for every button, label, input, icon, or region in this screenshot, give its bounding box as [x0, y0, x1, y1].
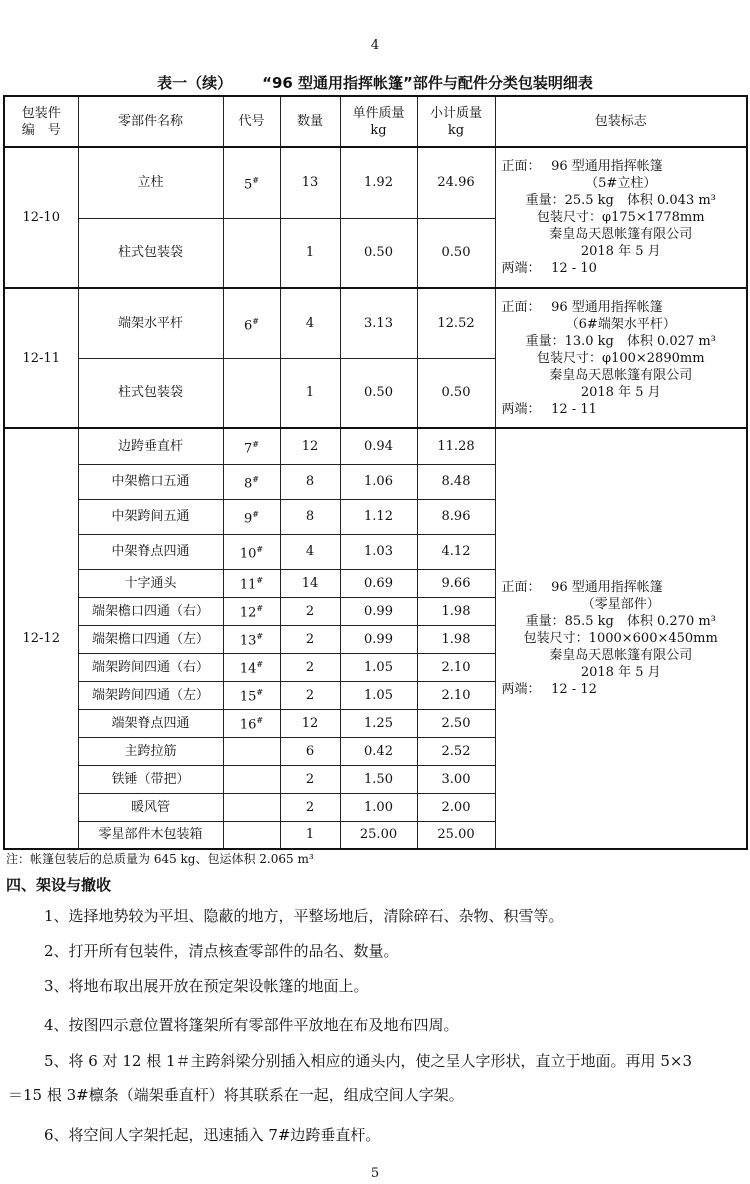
code-superscript: # [256, 544, 264, 554]
quantity-cell: 2 [280, 681, 340, 709]
subtotal-mass-cell: 2.10 [417, 653, 495, 681]
package-mark-line: 正面： 96 型通用指挥帐篷 [501, 299, 663, 315]
package-mark-cell [495, 428, 747, 849]
part-name-cell: 暖风管 [78, 793, 223, 821]
table-row [4, 428, 747, 464]
part-name-cell: 端架跨间四通（右） [78, 653, 223, 681]
part-name-cell: 端架脊点四通 [78, 709, 223, 737]
code-cell: 14# [223, 653, 280, 681]
code-superscript: # [252, 439, 259, 449]
unit-mass-cell: 1.05 [340, 681, 417, 709]
package-mark-line: 两端： 12 - 10 [501, 261, 597, 276]
part-name-cell: 端架檐口四通（右） [78, 597, 223, 625]
paragraph-2: 2、打开所有包装件，清点核查零部件的品名、数量。 [44, 942, 399, 960]
quantity-cell: 1 [280, 358, 340, 428]
quantity-cell: 8 [280, 464, 340, 499]
unit-mass-cell: 0.99 [340, 597, 417, 625]
code-cell [223, 765, 280, 793]
subtotal-mass-cell: 8.96 [417, 499, 495, 534]
paragraph-3: 3、将地布取出展开放在预定架设帐篷的地面上。 [44, 977, 369, 995]
code-superscript: # [252, 474, 259, 484]
package-mark-line: 包装尺寸：φ175×1778mm [536, 210, 705, 225]
package-mark-line: 正面： 96 型通用指挥帐篷 [501, 159, 663, 174]
part-name-cell: 中架脊点四通 [78, 534, 223, 569]
code-cell: 11# [223, 569, 280, 597]
code-cell [223, 358, 280, 428]
quantity-cell: 2 [280, 597, 340, 625]
header-quantity: 数量 [280, 96, 340, 147]
part-name-cell: 零星部件木包装箱 [78, 821, 223, 849]
part-name-cell: 铁锤（带把） [78, 765, 223, 793]
quantity-cell: 4 [280, 534, 340, 569]
subtotal-mass-cell: 4.12 [417, 534, 495, 569]
package-mark-line: （零星部件） [581, 597, 660, 612]
unit-mass-cell: 0.94 [340, 428, 417, 464]
package-mark-cell [495, 288, 747, 428]
unit-mass-cell: 0.99 [340, 625, 417, 653]
subtotal-mass-cell: 2.50 [417, 709, 495, 737]
subtotal-mass-cell: 8.48 [417, 464, 495, 499]
table-title-prefix: 表一（续） [157, 74, 233, 92]
quantity-cell: 4 [280, 288, 340, 358]
table-body [4, 147, 747, 849]
packing-list-table [3, 95, 748, 850]
subtotal-mass-cell: 2.10 [417, 681, 495, 709]
quantity-cell: 2 [280, 653, 340, 681]
package-number-cell: 12-10 [4, 147, 78, 288]
code-cell [223, 737, 280, 765]
quantity-cell: 12 [280, 428, 340, 464]
part-name-cell: 柱式包装袋 [78, 218, 223, 288]
unit-mass-cell: 1.00 [340, 793, 417, 821]
subtotal-mass-cell: 2.52 [417, 737, 495, 765]
code-cell: 13# [223, 625, 280, 653]
subtotal-mass-cell: 0.50 [417, 358, 495, 428]
code-cell: 5# [223, 147, 280, 218]
part-name-cell: 边跨垂直杆 [78, 428, 223, 464]
part-name-cell: 中架跨间五通 [78, 499, 223, 534]
quantity-cell: 8 [280, 499, 340, 534]
unit-mass-cell: 0.69 [340, 569, 417, 597]
code-cell: 9# [223, 499, 280, 534]
part-name-cell: 端架跨间四通（左） [78, 681, 223, 709]
part-name-cell: 中架檐口五通 [78, 464, 223, 499]
package-mark-line: （6#端架水平杆） [565, 316, 676, 332]
quantity-cell: 2 [280, 765, 340, 793]
part-name-cell: 端架水平杆 [78, 288, 223, 358]
unit-mass-cell: 0.50 [340, 358, 417, 428]
table-header-row [4, 96, 747, 147]
package-number-cell: 12-12 [4, 428, 78, 849]
unit-mass-cell: 1.12 [340, 499, 417, 534]
package-mark-line: 秦皇岛天恩帐篷有限公司 [549, 227, 693, 242]
unit-mass-cell: 1.06 [340, 464, 417, 499]
package-mark-line: 2018 年 5 月 [580, 244, 661, 259]
subtotal-mass-cell: 0.50 [417, 218, 495, 288]
part-name-cell: 主跨拉筋 [78, 737, 223, 765]
unit-mass-cell: 1.25 [340, 709, 417, 737]
code-superscript: # [256, 632, 264, 642]
paragraph-6: 6、将空间人字架托起，迅速插入 7#边跨垂直杆。 [44, 1126, 381, 1144]
unit-mass-cell: 25.00 [340, 821, 417, 849]
code-superscript: # [256, 660, 264, 670]
code-cell [223, 793, 280, 821]
paragraph-5-cont: ＝15 根 3#檩条（端架垂直杆）将其联系在一起，组成空间人字架。 [8, 1086, 464, 1104]
code-superscript: # [252, 176, 259, 186]
subtotal-mass-cell: 9.66 [417, 569, 495, 597]
unit-mass-cell: 0.42 [340, 737, 417, 765]
quantity-cell: 1 [280, 218, 340, 288]
quantity-cell: 14 [280, 569, 340, 597]
code-cell: 8# [223, 464, 280, 499]
part-name-cell: 十字通头 [78, 569, 223, 597]
code-cell: 7# [223, 428, 280, 464]
unit-mass-cell: 1.92 [340, 147, 417, 218]
part-name-cell: 柱式包装袋 [78, 358, 223, 428]
code-cell: 12# [223, 597, 280, 625]
subtotal-mass-cell: 2.00 [417, 793, 495, 821]
subtotal-mass-cell: 3.00 [417, 765, 495, 793]
table-row [4, 147, 747, 218]
unit-mass-cell: 1.03 [340, 534, 417, 569]
code-cell [223, 218, 280, 288]
unit-mass-cell: 3.13 [340, 288, 417, 358]
paragraph-5: 5、将 6 对 12 根 1＃主跨斜梁分别插入相应的通头内，使之呈人字形状，直立于地面。再用 5×3 [44, 1052, 692, 1070]
package-mark-line: 2018 年 5 月 [580, 665, 661, 680]
table-title [0, 72, 750, 93]
table-note: 注：帐篷包装后的总质量为 645 kg、包运体积 2.065 m³ [6, 852, 314, 866]
subtotal-mass-cell: 1.98 [417, 597, 495, 625]
header-part-name: 零部件名称 [78, 96, 223, 147]
package-mark-line: 包装尺寸：1000×600×450mm [523, 631, 718, 646]
package-mark-line: 重量：85.5 kg 体积 0.270 m³ [525, 614, 716, 629]
page-number-top: 4 [370, 38, 380, 53]
unit-mass-cell: 1.50 [340, 765, 417, 793]
subtotal-mass-cell: 25.00 [417, 821, 495, 849]
quantity-cell: 6 [280, 737, 340, 765]
subtotal-mass-cell: 12.52 [417, 288, 495, 358]
package-mark-line: 重量：25.5 kg 体积 0.043 m³ [525, 193, 716, 208]
quantity-cell: 12 [280, 709, 340, 737]
paragraph-1: 1、选择地势较为平坦、隐蔽的地方，平整场地后，清除碎石、杂物、积雪等。 [44, 907, 564, 925]
code-cell: 6# [223, 288, 280, 358]
package-mark-line: 包装尺寸：φ100×2890mm [536, 350, 705, 366]
quantity-cell: 13 [280, 147, 340, 218]
subtotal-mass-cell: 24.96 [417, 147, 495, 218]
subtotal-mass-cell: 1.98 [417, 625, 495, 653]
code-superscript: # [252, 316, 259, 326]
part-name-cell: 端架檐口四通（左） [78, 625, 223, 653]
table-title-main: “96 型通用指挥帐篷”部件与配件分类包装明细表 [262, 74, 593, 92]
package-mark-line: 2018 年 5 月 [580, 384, 661, 400]
code-superscript: # [256, 688, 264, 698]
page-number-bottom: 5 [370, 1166, 380, 1181]
unit-mass-cell: 0.50 [340, 218, 417, 288]
package-mark-cell [495, 147, 747, 288]
code-superscript: # [256, 604, 264, 614]
header-package-no: 包装件 编 号 [4, 96, 78, 147]
code-superscript: # [256, 576, 264, 586]
paragraph-4: 4、按图四示意位置将篷架所有零部件平放地在布及地布四周。 [44, 1016, 459, 1034]
code-superscript: # [252, 509, 259, 519]
package-mark-line: （5#立柱） [585, 176, 657, 191]
part-name-cell: 立柱 [78, 147, 223, 218]
code-cell: 15# [223, 681, 280, 709]
package-number-cell: 12-11 [4, 288, 78, 428]
header-unit-mass: 单件质量 kg [340, 96, 417, 147]
quantity-cell: 2 [280, 793, 340, 821]
package-mark-line: 两端： 12 - 11 [501, 401, 597, 417]
code-cell: 10# [223, 534, 280, 569]
code-cell: 16# [223, 709, 280, 737]
package-mark-line: 秦皇岛天恩帐篷有限公司 [549, 648, 693, 663]
section-title: 四、架设与撤收 [6, 876, 112, 894]
package-mark-line: 秦皇岛天恩帐篷有限公司 [549, 367, 693, 383]
package-mark-line: 两端： 12 - 12 [501, 682, 597, 697]
header-package-mark: 包装标志 [495, 96, 747, 147]
table-row [4, 288, 747, 358]
package-mark-line: 正面： 96 型通用指挥帐篷 [501, 580, 663, 595]
header-subtotal-mass: 小计质量 kg [417, 96, 495, 147]
code-superscript: # [256, 716, 264, 726]
quantity-cell: 1 [280, 821, 340, 849]
unit-mass-cell: 1.05 [340, 653, 417, 681]
subtotal-mass-cell: 11.28 [417, 428, 495, 464]
header-code: 代号 [223, 96, 280, 147]
code-cell [223, 821, 280, 849]
package-mark-line: 重量：13.0 kg 体积 0.027 m³ [525, 333, 716, 349]
quantity-cell: 2 [280, 625, 340, 653]
